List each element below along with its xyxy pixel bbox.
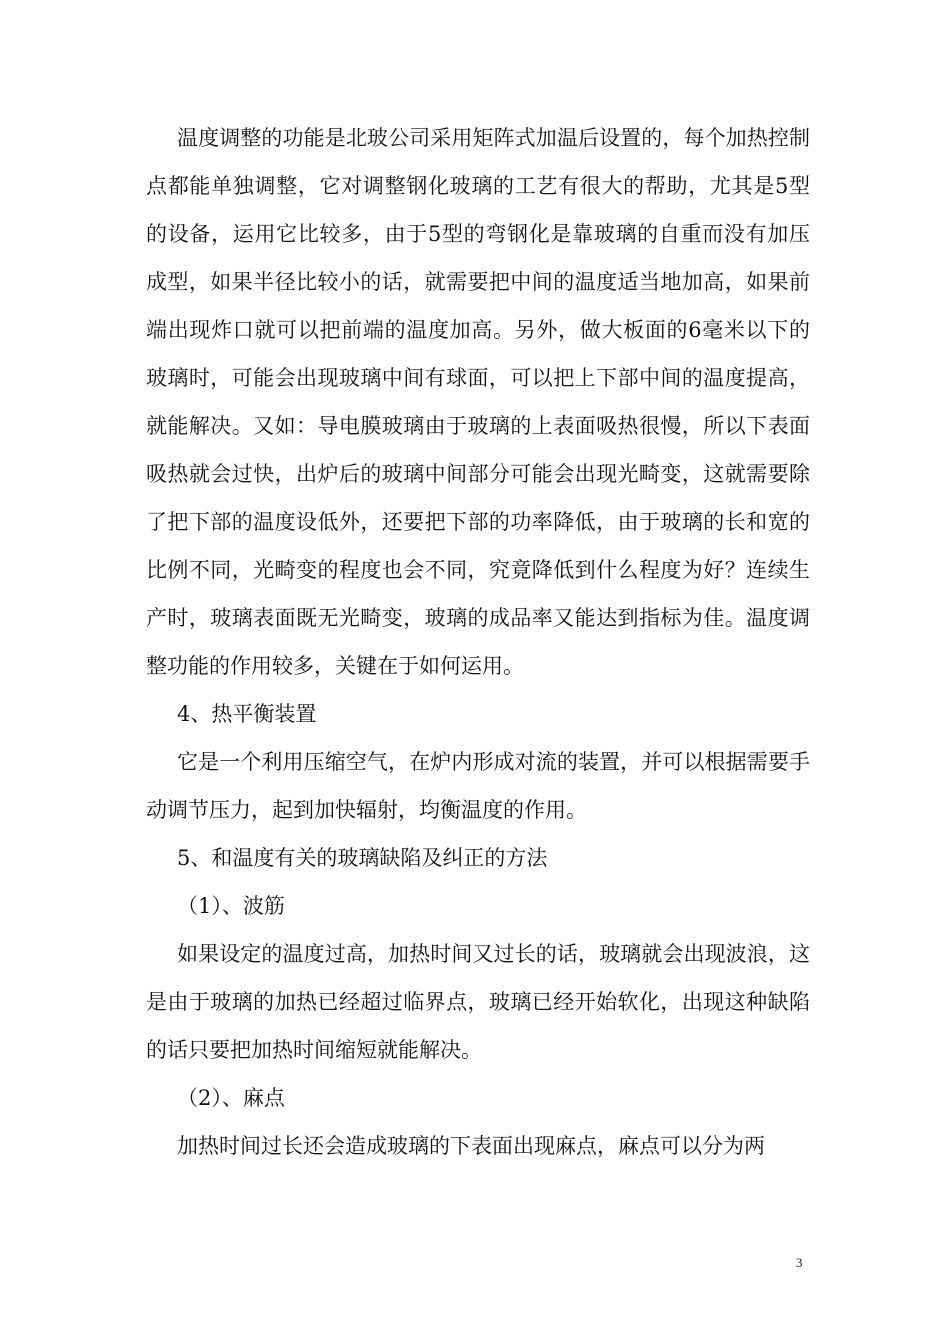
section-heading-heat-balance: 4、热平衡装置	[177, 702, 317, 726]
subheading-pitting: （2）、麻点	[177, 1086, 285, 1110]
paragraph-temperature-adjustment: 温度调整的功能是北玻公司采用矩阵式加温后设置的，每个加热控制点都能单独调整，它对调整钢化玻璃的工艺有很大的帮助，尤其是5型的设备，运用它比较多，由于5型的弯钢化是靠玻璃的自重而没有加压成型，如果半径比较小的话，就需要把中间的温度适当地加高，如果前端出现炸口就可以把前端的温度加高。另外，做大板面的6毫米以下的玻璃时，可能会出现玻璃中间有球面，可以把上下部中间的温度提高，就能解决。又如：导电膜玻璃由于玻璃的上表面吸热很慢，所以下表面吸热就会过快，出炉后的玻璃中间部分可能会出现光畸变，这就需要除了把下部的温度设低外，还要把下部的功率降低，由于玻璃的长和宽的比例不同，光畸变的程度也会不同，究竟降低到什么程度为好？连续生产时，玻璃表面既无光畸变，玻璃的成品率又能达到指标为佳。温度调整功能的作用较多，关键在于如何运用。	[146, 126, 810, 678]
page-number: 3	[796, 1255, 803, 1270]
paragraph-heat-balance-device: 它是一个利用压缩空气，在炉内形成对流的装置，并可以根据需要手动调节压力，起到加快辐射，均衡温度的作用。	[146, 750, 810, 822]
section-heading-defects: 5、和温度有关的玻璃缺陷及纠正的方法	[177, 846, 548, 870]
paragraph-wave-ripple: 如果设定的温度过高，加热时间又过长的话，玻璃就会出现波浪，这是由于玻璃的加热已经超过临界点，玻璃已经开始软化，出现这种缺陷的话只要把加热时间缩短就能解决。	[146, 942, 810, 1062]
subheading-wave-ripple: （1）、波筋	[177, 894, 285, 918]
paragraph-pitting: 加热时间过长还会造成玻璃的下表面出现麻点，麻点可以分为两	[177, 1134, 765, 1158]
document-body	[146, 114, 810, 1170]
